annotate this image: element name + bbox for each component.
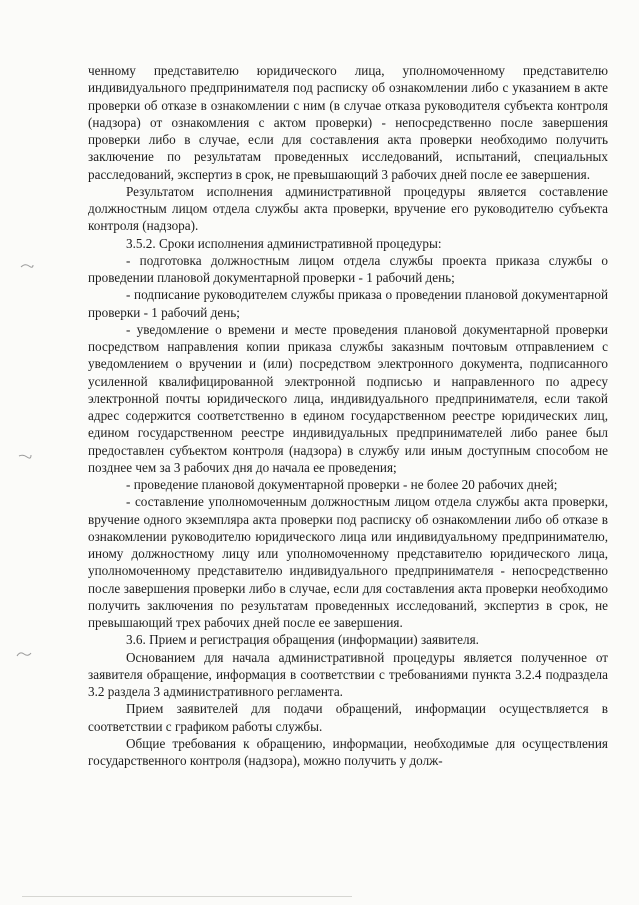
scan-speck-mark (18, 452, 32, 462)
scan-speck-mark (16, 650, 32, 661)
list-item-conducting: - проведение плановой документарной проверки - не более 20 рабочих дней; (126, 477, 558, 492)
list-item-preparation: - подготовка должностным лицом отдела службы проекта приказа службы о проведении плановой документарной проверки - 1 рабочий день; (88, 252, 608, 285)
paragraph-continuation: ченному представителю юридического лица, уполномоченному представителю индивидуального предпринимателя под расписку об ознакомлении либо с указанием в акте проверки об отказе в ознакомлении с ним (в случае отказа руководителя субъекта контроля (надзора) от ознакомления с актом проверки) - непосредственно после завершения проверки либо в случае, если для составления акта проверки необходимо получить заключение по результатам проведенных исследований, испытаний, специальных расследований, экспертиз в срок, не превышающий 3 рабочих дней после ее завершения. (88, 63, 608, 182)
paragraph-basis: Основанием для начала административной процедуры является полученное от заявителя обращение, информация в соответствии с требованиями пункта 3.2.4 подраздела 3.2 раздела 3 административного регламента. (88, 649, 608, 699)
paragraph-requirements: Общие требования к обращению, информации, необходимые для осуществления государственного контроля (надзора), можно получить у долж- (88, 735, 608, 768)
paragraph-heading-3-5-2: 3.5.2. Сроки исполнения административной процедуры: (126, 235, 442, 251)
list-item-notification: - уведомление о времени и месте проведения плановой документарной проверки посредством направления копии приказа службы заказным почтовым отправлением с уведомлением о вручении и (или) посредством электронного документа, подписанного усиленной квалифицированной электронной подписью и направленного по адресу электронной почты юридического лица, индивидуального предпринимателя, если такой адрес содержится соответственно в едином государственном реестре юридических лиц, едином государственном реестре индивидуальных предпринимателей либо ранее был предоставлен субъектом контроля (надзора) в службу или иным доступным способом не позднее чем за 3 рабочих дня до начала ее проведения; (88, 321, 608, 475)
paragraph-reception: Прием заявителей для подачи обращений, информации осуществляется в соответствии с графиком работы службы. (88, 701, 608, 734)
paragraph-result: Результатом исполнения административной процедуры является составление должностным лицом отдела службы акта проверки, вручение его руководителю субъекта контроля (надзора). (88, 183, 608, 234)
paragraph-heading-3-6: 3.6. Прием и регистрация обращения (информации) заявителя. (126, 632, 479, 648)
scan-speck-mark (20, 262, 34, 272)
list-item-act-drafting: - составление уполномоченным должностным лицом отдела службы акта проверки, вручение одного экземпляра акта проверки под расписку об ознакомлении либо об отказе в ознакомлении руководителю юридического лица или индивидуальному предпринимателю, иному должностному лицу или уполномоченному представителю юридического лица, уполномоченному представителю индивидуального предпринимателя - непосредственно после завершения проверки либо в случае, если для составления акта проверки необходимо получить заключения по результатам проведенных исследований, экспертиз в срок, не превышающий трех рабочих дней после ее завершения. (88, 494, 608, 630)
document-page (88, 62, 608, 769)
list-item-signing: - подписание руководителем службы приказа о проведении плановой документарной проверки - 1 рабочий день; (88, 287, 608, 320)
scan-bottom-edge (22, 896, 352, 897)
